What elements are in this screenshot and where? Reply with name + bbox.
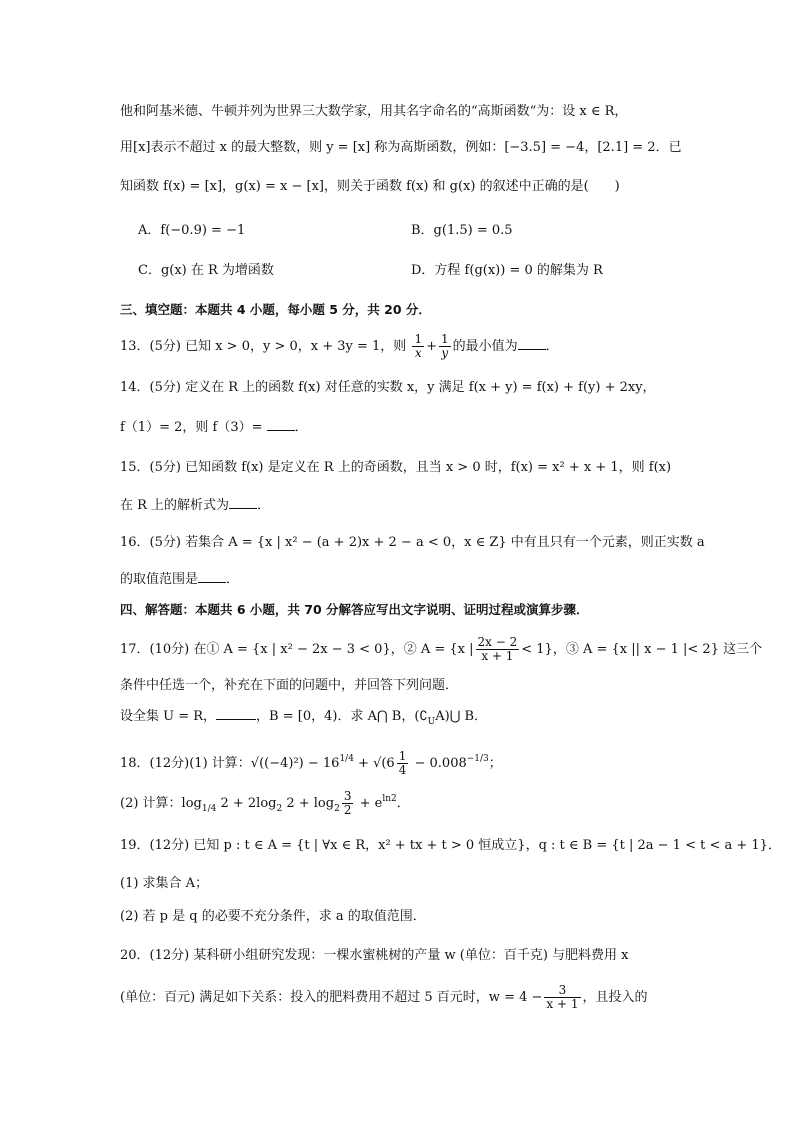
q17-fraction-den: x + 1 [481,649,514,663]
question-19-line-3: (2) 若 p 是 q 的必要不充分条件，求 a 的取值范围． [120,909,426,924]
q18-line2e: ． [396,796,410,811]
q16-answer-blank [198,570,226,583]
q18-sub3: 2 [334,804,340,814]
section-4-heading: 四、解答题：本题共 6 小题，共 70 分解答应写出文字说明、证明过程或演算步骤． [120,602,589,617]
option-b: B．g(1.5) = 0.5 [411,223,513,238]
q18-line2: (2) 计算：log [120,796,202,811]
q13-answer-blank [518,337,546,350]
q18-fraction-den: 2 [343,803,352,817]
q16-text: 的取值范围是 [120,572,199,587]
q18-exp3: ln2 [382,794,397,804]
q20-fraction [544,984,580,1011]
q17-line3-b: ，B = [0，4)．求 A⋂ B，(∁ [256,709,428,724]
q18-fraction-num: 3 [343,789,352,803]
q20-fraction-num: 3 [544,984,580,998]
question-16-line-2 [120,570,239,590]
section-3-heading: 三、填空题：本题共 4 小题，每小题 5 分，共 20 分． [120,302,431,317]
q14-text: f（1）= 2，则 f（3）= [120,420,263,435]
question-20-line-1: 20．(12分) 某科研小组研究发现：一棵水蜜桃树的产量 w (单位：百千克) 与肥料费用 x [120,948,629,963]
q15-text: 在 R 上的解析式为 [120,498,230,513]
option-a: A．f(−0.9) = −1 [138,223,246,238]
question-12-line-1: 他和阿基米德、牛顿并列为世界三大数学家，用其名字命名的“高斯函数“为：设 x ∈ R， [120,104,628,119]
question-12-line-3: 知函数 f(x) = [x]，g(x) = x − [x]，则关于函数 f(x) 和 g(x) 的叙述中正确的是( ) [120,179,620,194]
q17-fraction [476,636,520,663]
q18-exp1: 1/4 [339,754,354,764]
q13-fraction-2-num: 1 [440,332,449,346]
question-18-line-1 [120,750,502,777]
question-16-line-1: 16．(5分) 若集合 A = {x | x² − (a + 2)x + 2 − a < 0，x ∈ Z} 中有且只有一个元素，则正实数 a [120,535,705,550]
q18-exp2: −1/3 [466,754,489,764]
question-12-line-2: 用[x]表示不超过 x 的最大整数，则 y = [x] 称为高斯函数，例如：[−3.5] = −4，[2.1] = 2．已 [120,140,682,155]
q17-line3-c: A)⋃ B． [435,709,488,724]
question-14-line-2 [120,418,308,438]
question-18-line-2 [120,790,410,817]
q18-line2c: 2 + log [282,796,335,811]
q18-part1: √((−4)²) − 16 [250,756,340,771]
option-c: C．g(x) 在 R 为增函数 [138,263,274,278]
q17-text-mid: < 1}，③ A = {x || x − 1 |< 2} 这三个 [521,642,763,657]
question-13 [120,333,559,360]
q18-end: ； [488,756,502,771]
q18-part3: − 0.008 [410,756,467,771]
question-19-line-2: (1) 求集合 A； [120,876,209,891]
q13-fraction-1-den: x [414,346,422,360]
q18-mixed-fraction [397,750,409,777]
q18-mixed-den: 4 [398,763,407,777]
q18-fraction [342,790,354,817]
q18-sub2: 2 [276,804,283,814]
q13-text-post: 的最小值为 [452,339,518,354]
q17-text: 17．(10分) 在① A = {x | x² − 2x − 3 < 0}，② A = {x | [120,642,474,657]
q13-text: 13．(5分) 已知 x > 0，y > 0，x + 3y = 1，则 [120,339,407,354]
question-15-line-1: 15．(5分) 已知函数 f(x) 是定义在 R 上的奇函数，且当 x > 0 时，f(x) = x² + x + 1，则 f(x) [120,460,672,475]
question-17-line-3 [120,707,487,727]
q14-answer-blank [267,418,295,431]
q13-fraction-2-den: y [441,346,449,360]
question-17-line-1 [120,636,762,663]
q20-line2b: ，且投入的 [582,990,648,1005]
q17-answer-blank [216,707,256,720]
q14-end: ． [294,420,308,435]
question-14-line-1: 14．(5分) 定义在 R 上的函数 f(x) 对任意的实数 x，y 满足 f(x + y) = f(x) + f(y) + 2xy， [120,380,656,395]
question-17-line-2: 条件中任选一个，补充在下面的问题中，并回答下列问题． [120,678,459,693]
q15-end: ． [257,498,271,513]
q13-plus: + [426,339,437,354]
q18-text: 18．(12分)(1) 计算： [120,756,251,771]
q18-part2: + √(6 [353,756,395,771]
option-d: D．方程 f(g(x)) = 0 的解集为 R [411,263,603,278]
q13-end: ． [545,339,559,354]
question-20-line-2 [120,984,648,1011]
q17-fraction-num: 2x − 2 [477,635,518,649]
q17-line3-a: 设全集 U = R， [120,709,217,724]
q15-answer-blank [229,496,257,509]
q18-line2d: + e [355,796,383,811]
q20-line2a: (单位：百元) 满足如下关系：投入的肥料费用不超过 5 百元时，w = 4 − [120,990,543,1005]
q16-end: ． [226,572,240,587]
q13-fraction-1-num: 1 [414,332,423,346]
question-15-line-2 [120,496,270,516]
q18-line2b: 2 + 2log [216,796,277,811]
q18-mixed-num: 1 [398,749,407,763]
q13-fraction-1 [412,333,424,360]
q17-complement-subscript: U [427,717,436,727]
question-19-line-1: 19．(12分) 已知 p : t ∈ A = {t | ∀x ∈ R，x² + tx + t > 0 恒成立}，q : t ∈ B = {t | 2a − 1 < t < a + 1}． [120,838,781,853]
q13-fraction-2 [439,333,451,360]
q20-fraction-den: x + 1 [546,997,579,1011]
q18-sub1: 1/4 [201,804,217,814]
